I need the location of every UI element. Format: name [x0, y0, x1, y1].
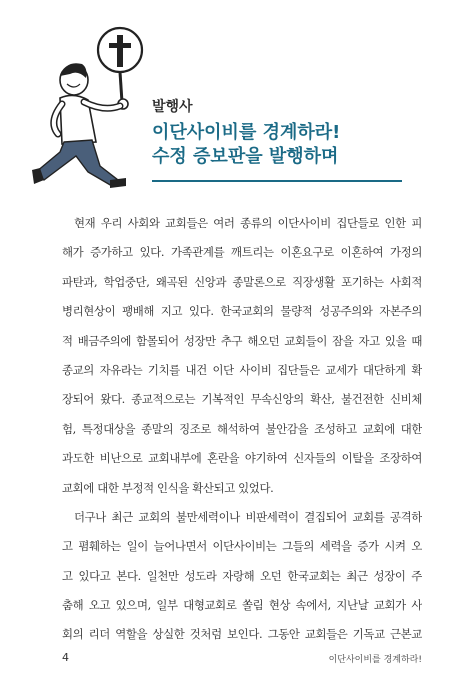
cross-horizontal	[109, 43, 131, 48]
publisher-label: 발행사	[152, 99, 193, 115]
text-line: 종교의 자유라는 기치를 내건 이단 사이비 집단들은 교세가 대단하게 확	[62, 362, 422, 377]
text-line: 더구나 최근 교회의 불만세력이나 비판세력이 결집되어 교회를 공격하	[74, 509, 422, 524]
sign-handle	[120, 72, 122, 102]
text-line: 고 폄훼하는 일이 늘어나면서 이단사이비는 그들의 세력을 증가 시켜 오	[62, 539, 422, 554]
text-line: 파탄과, 학업중단, 왜곡된 신앙과 종말론으로 직장생활 포기하는 사회적	[62, 274, 422, 289]
heading-block	[152, 96, 340, 169]
body-text	[62, 212, 422, 653]
text-line: 교회에 대한 부정적 인식을 확산되고 있었다.	[62, 480, 274, 495]
title-line-1: 이단사이비를 경계하라!	[152, 122, 341, 143]
person-holding-cross-sign-icon	[22, 20, 152, 195]
page-number: 4	[62, 651, 69, 664]
text-line: 고 있다고 본다. 일천만 성도라 자랑해 오던 한국교회는 최근 성장이 주	[62, 568, 422, 583]
text-line: 회의 리더 역할을 상실한 것처럼 보인다. 그동안 교회들은 기독교 근본교	[62, 627, 422, 642]
text-line: 과도한 비난으로 교회내부에 혼란을 야기하여 신자들의 이탈을 조장하여	[62, 451, 422, 466]
legs	[36, 140, 118, 186]
text-line: 적 배금주의에 함몰되어 성장만 추구 해오던 교회들이 잠을 자고 있을 때	[62, 333, 422, 348]
title-underline	[152, 180, 402, 182]
running-title: 이단사이비를 경계하라!	[328, 655, 422, 665]
cross-vertical	[117, 35, 123, 67]
text-line: 장되어 왔다. 종교적으로는 기복적인 무속신앙의 확산, 불건전한 신비체	[62, 392, 422, 407]
text-line: 춤해 오고 있으며, 일부 대형교회로 쏠림 현상 속에서, 지난날 교회가 사	[62, 598, 422, 613]
text-line: 병리현상이 팽배해 지고 있다. 한국교회의 물량적 성공주의와 자본주의	[62, 304, 422, 319]
text-line: 험, 특정대상을 종말의 징조로 해석하여 불안감을 조성하고 교회에 대한	[62, 421, 422, 436]
text-line: 현재 우리 사회와 교회들은 여러 종류의 이단사이비 집단들로 인한 피	[74, 216, 422, 230]
title-line-2: 수정 증보판을 발행하며	[152, 146, 339, 167]
text-line: 해가 증가하고 있다. 가족관계를 깨트리는 이혼요구로 이혼하여 가정의	[62, 245, 422, 260]
